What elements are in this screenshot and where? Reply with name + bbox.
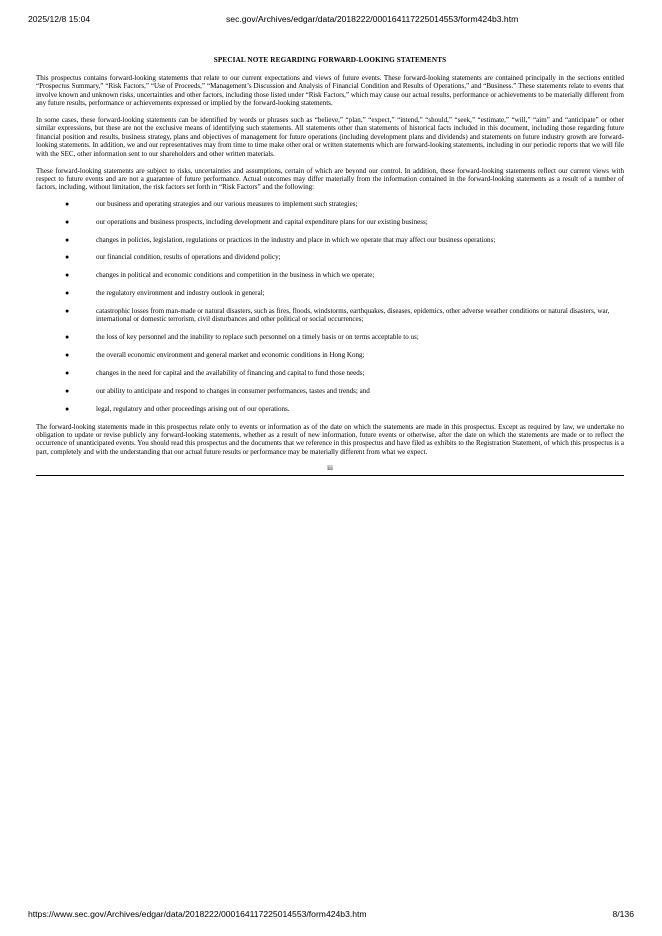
list-item-text: the overall economic environment and general market and economic conditions in Hong Kong;	[96, 351, 365, 360]
print-datetime: 2025/12/8 15:04	[28, 14, 91, 24]
print-footer-url: https://www.sec.gov/Archives/edgar/data/2018222/000164117225014553/form424b3.htm	[28, 909, 367, 919]
print-header	[0, 14, 662, 26]
paragraph-closing: The forward-looking statements made in this prospectus relate only to events or information as of the date on which the statements are made in this prospectus. Except as required by law, we undertake no obligation to update or revise publicly any forward-looking statements, whether as a result of new information, future events or otherwise, after the date on which the statements are made or to reflect the occurrence of unanticipated events. You should read this prospectus and the documents that we reference in this prospectus and have filed as exhibits to the Registration Statement, of which this prospectus is a part, completely and with the understanding that our actual future results or performance may be materially different from what we expect.	[36, 422, 624, 456]
bullet-icon: ●	[65, 235, 70, 244]
list-item	[36, 307, 624, 324]
bullet-icon: ●	[65, 386, 70, 395]
list-item	[36, 333, 624, 341]
print-page-counter: 8/136	[612, 909, 634, 919]
list-item	[36, 200, 624, 208]
list-item-text: legal, regulatory and other proceedings arising out of our operations.	[96, 404, 290, 413]
section-title: SPECIAL NOTE REGARDING FORWARD-LOOKING STATEMENTS	[213, 56, 447, 64]
paragraph-risks: These forward-looking statements are subject to risks, uncertainties and assumptions, certain of which are beyond our control. In addition, these forward-looking statements reflect our current views with respect to future events and are not a guarantee of future performance. Actual outcomes may differ materially from the information contained in the forward-looking statements as a result of a number of factors, including, without limitation, the risk factors set forth in “Risk Factors” and the following:	[36, 166, 624, 192]
paragraph-identification: In some cases, these forward-looking statements can be identified by words or phrases such as “believe,” “plan,” “expect,” “intend,” “should,” “seek,” “estimate,” “will,” “aim” and “anticipate” or other similar expressions, but these are not the exclusive means of identifying such statements. All statements other than statements of historical facts included in this document, including those regarding future financial position and results, business strategy, plans and objectives of management for future operations (including development plans and dividends) and statements on future industry growth are forward-looking statements. In addition, we and our representatives may from time to time make other oral or written statements which are forward-looking statements, including in our periodic reports that we will file with the SEC, other information sent to our shareholders and other written materials.	[36, 115, 624, 158]
bullet-icon: ●	[65, 253, 70, 262]
bullet-icon: ●	[65, 289, 70, 298]
list-item	[36, 218, 624, 226]
list-item	[36, 236, 624, 244]
page-divider	[36, 475, 624, 476]
list-item-text: changes in policies, legislation, regulations or practices in the industry and place in which we operate that may affect our business operations;	[96, 235, 496, 244]
list-item-text: changes in the need for capital and the availability of financing and capital to fund those needs;	[96, 368, 365, 377]
list-item-text: the regulatory environment and industry outlook in general;	[96, 289, 265, 298]
bullet-icon: ●	[65, 333, 70, 342]
document-body	[36, 56, 624, 476]
list-item	[36, 369, 624, 377]
list-item-text: our financial condition, results of operations and dividend policy;	[96, 253, 281, 262]
bullet-icon: ●	[65, 351, 70, 360]
list-item-text: the loss of key personnel and the inability to replace such personnel on a timely basis or on terms acceptable to us;	[96, 333, 419, 342]
list-item-text: changes in political and economic conditions and competition in the business in which we operate;	[96, 271, 375, 280]
list-item-text: catastrophic losses from man-made or natural disasters, such as fires, floods, windstorms, earthquakes, diseases, epidemics, other adverse weather conditions or natural disasters, war, international or domestic terrorism, civil disturbances and other political or social occurrences;	[96, 307, 610, 324]
risk-factor-list	[36, 200, 624, 413]
bullet-icon: ●	[65, 307, 70, 315]
page-number: iii	[327, 464, 333, 473]
list-item-text: our operations and business prospects, including development and capital expenditure plans for our existing business;	[96, 217, 428, 226]
list-item-text: our ability to anticipate and respond to changes in consumer performances, tastes and trends; and	[96, 386, 370, 395]
list-item-text: our business and operating strategies and our various measures to implement such strategies;	[96, 199, 358, 208]
list-item	[36, 271, 624, 279]
print-page-url-title: sec.gov/Archives/edgar/data/2018222/000164117225014553/form424b3.htm	[226, 14, 519, 24]
bullet-icon: ●	[65, 199, 70, 208]
paragraph-intro: This prospectus contains forward-looking statements that relate to our current expectations and views of future events. These forward-looking statements are contained principally in the sections entitled “Prospectus Summary,” “Risk Factors,” “Use of Proceeds,” “Management’s Discussion and Analysis of Financial Condition and Results of Operations,” and “Business.” These statements relate to events that involve known and unknown risks, uncertainties and other factors, including those listed under “Risk Factors,” which may cause our actual results, performance or achievements to be materially different from any future results, performance or achievements expressed or implied by the forward-looking statements.	[36, 74, 624, 108]
bullet-icon: ●	[65, 368, 70, 377]
print-footer	[0, 909, 662, 921]
bullet-icon: ●	[65, 404, 70, 413]
list-item	[36, 405, 624, 413]
list-item	[36, 289, 624, 297]
list-item	[36, 253, 624, 261]
bullet-icon: ●	[65, 217, 70, 226]
list-item	[36, 387, 624, 395]
bullet-icon: ●	[65, 271, 70, 280]
list-item	[36, 351, 624, 359]
